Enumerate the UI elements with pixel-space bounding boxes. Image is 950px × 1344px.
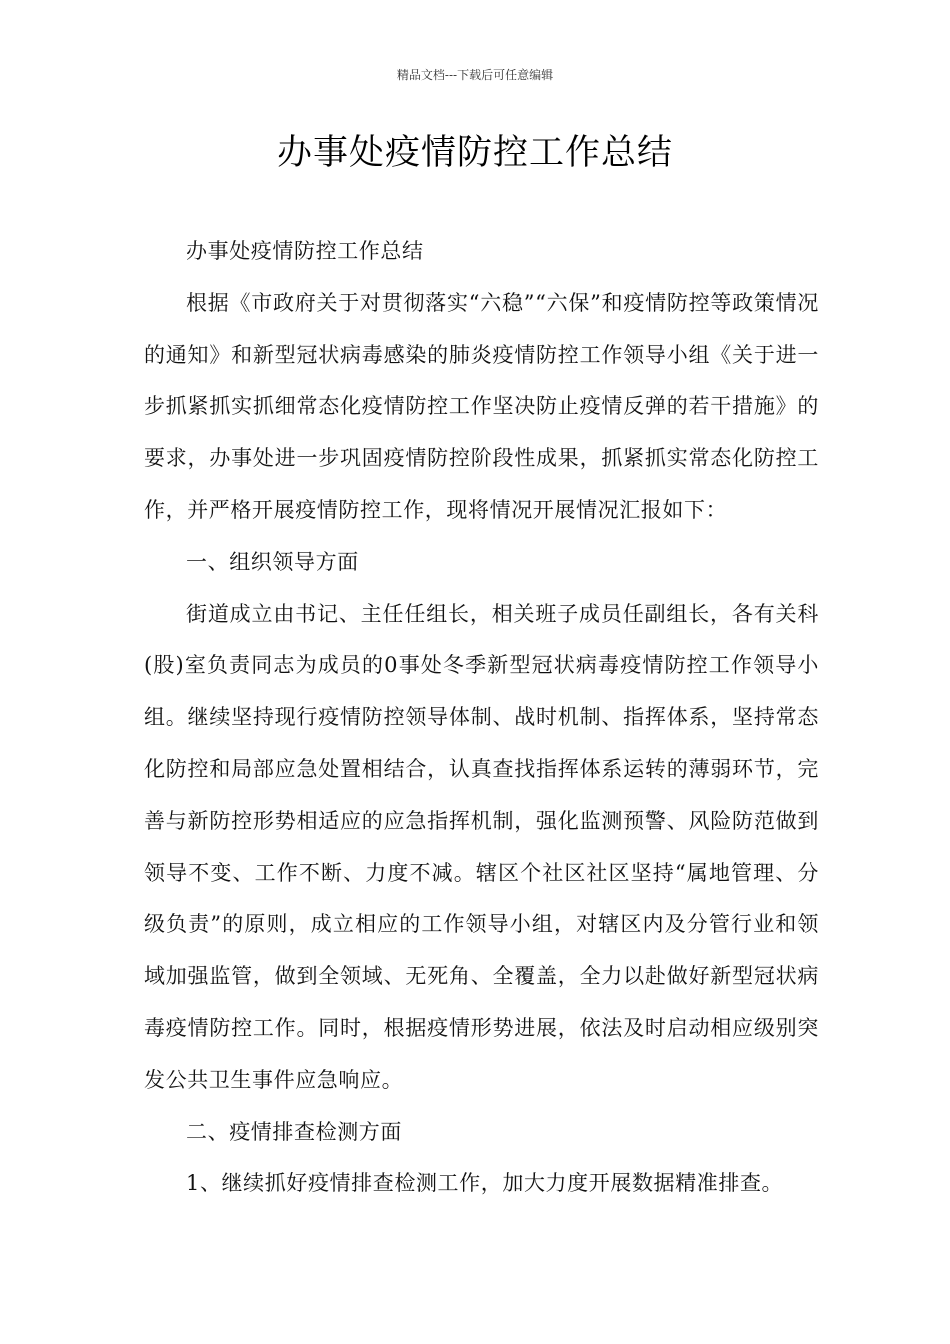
section-heading-1: 一、组织领导方面 xyxy=(186,549,359,574)
intro-paragraph: 根据《市政府关于对贯彻落实“六稳”“六保”和疫情防控等政策情况的通知》和新型冠状病毒感染的肺炎疫情防控工作领导小组《关于进一步抓紧抓实抓细常态化疫情防控工作坚决防止疫情反弹的若干措施》的要求，办事处进一步巩固疫情防控阶段性成果，抓紧抓实常态化防控工作，并严格开展疫情防控工作，现将情况开展情况汇报如下： xyxy=(144,290,819,522)
header-note: 精品文档---下载后可任意编辑 xyxy=(396,68,554,82)
document-title: 办事处疫情防控工作总结 xyxy=(276,133,673,173)
section-1-paragraph: 街道成立由书记、主任任组长，相关班子成员任副组长，各有关科(股)室负责同志为成员的0事处冬季新型冠状病毒疫情防控工作领导小组。继续坚持现行疫情防控领导体制、战时机制、指挥体系，坚持常态化防控和局部应急处置相结合，认真查找指挥体系运转的薄弱环节，完善与新防控形势相适应的应急指挥机制，强化监测预警、风险防范做到领导不变、工作不断、力度不减。辖区个社区社区坚持“属地管理、分级负责”的原则，成立相应的工作领导小组，对辖区内及分管行业和领域加强监管，做到全领域、无死角、全覆盖，全力以赴做好新型冠状病毒疫情防控工作。同时，根据疫情形势进展，依法及时启动相应级别突发公共卫生事件应急响应。 xyxy=(144,601,819,1092)
subtitle-paragraph: 办事处疫情防控工作总结 xyxy=(186,239,424,263)
section-2-item-1: 1、继续抓好疫情排查检测工作，加大力度开展数据精准排查。 xyxy=(186,1171,784,1196)
section-heading-2: 二、疫情排查检测方面 xyxy=(186,1119,402,1144)
document-body xyxy=(144,226,819,1210)
